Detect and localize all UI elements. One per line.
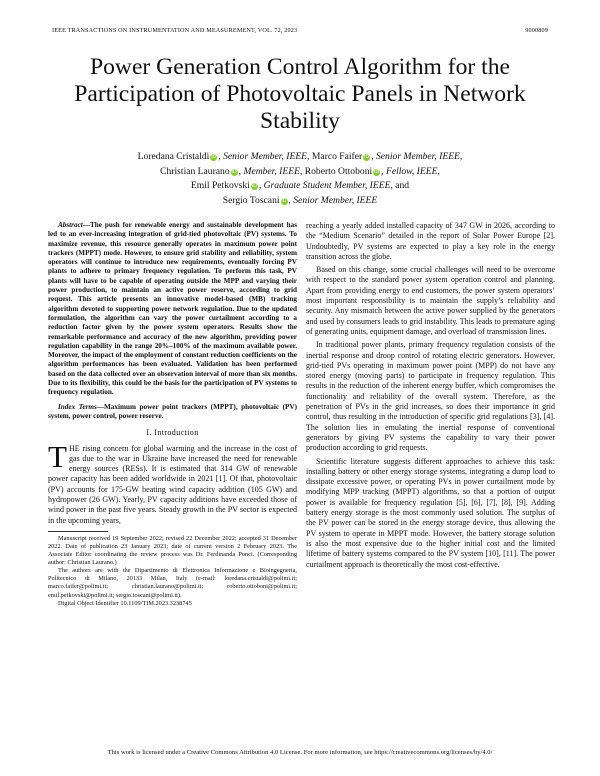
- orcid-icon[interactable]: iD: [251, 183, 257, 189]
- orcid-icon[interactable]: iD: [281, 197, 287, 204]
- paper-title: Power Generation Control Algorithm for the Participation of Photovoltaic Panels in Network Stability: [74, 54, 526, 134]
- orcid-icon[interactable]: iD: [374, 168, 380, 175]
- abstract: [48, 221, 297, 398]
- orcid-icon[interactable]: iD: [231, 168, 237, 175]
- author-line-1: Loredana Cristaldi iD , Senior Member, IEEE, Marco Faifer iD , Senior Member, IEEE,: [137, 151, 463, 162]
- right-column: [306, 221, 555, 570]
- paragraph: Based on this change, some crucial challenges will need to be overcome with respect to the standard power system operation control and planning. Apart from providing energy to end customers, the power system operators’ most important responsibility is to maintain the supply’s reliability and security. Any mismatch between the active power supplied by the generators and used by consumers leads to grid instability. This leads to premature aging of generating units, equipment damage, and overload of transmission lines.: [306, 265, 555, 336]
- article-number: 9000809: [525, 27, 548, 34]
- author-line-2: Christian Laurano iD , Member, IEEE, Roberto Ottoboni iD , Fellow, IEEE,: [160, 165, 440, 177]
- orcid-icon[interactable]: iD: [211, 154, 217, 160]
- index-terms-label: Index Terms—: [58, 402, 105, 411]
- orcid-icon[interactable]: iD: [364, 154, 370, 160]
- intro-text: HE rising concern for global warming and the increase in the cost of gas due to the war in Ukraine have increased the need for renewable energy sources (RESs). It is estimated that 314 GW of renewable power capacity has been added worldwide in 2021 [1]. Of that, photovoltaic (PV) accounts for 175-GW beating wind capacity addition (105 GW) and hydropower (26 GW). Yearly, PV capacity additions have exceeded those of wind power in the past five years. Steady growth in the PV sector is expected in the upcoming years,: [48, 443, 297, 525]
- index-terms-text: Maximum power point trackers (MPPT), photovoltaic (PV) system, power control, power reserve.: [48, 402, 297, 420]
- paragraph: reaching a yearly added installed capacity of 347 GW in 2026, according to the “Medium Scenario” detailed in the report of Solar Power Europe [2]. Undoubtedly, PV systems are expected to play a key role in the energy transition across the globe.: [306, 221, 555, 261]
- author-line-3: Emil Petkovski iD , Graduate Student Member, IEEE, and: [190, 180, 410, 191]
- footnote-rule: [48, 531, 108, 532]
- intro-paragraph: [48, 438, 297, 526]
- footnote-affiliation: The authors are with the Dipartimento di Elettronica Informazione e Bioingegneria, Politecnico di Milano, 20133 Milan, Italy (e-mail: loredana.cristaldi@polimi.it; marco.faifer@polimi.it; christian.laurano@polimi.it; roberto.ottoboni@polimi.it; emil.petkovski@polimi.it; sergio.toscani@polimi.it).: [48, 567, 297, 599]
- drop-cap: T: [48, 438, 67, 474]
- author-line-4: Sergio Toscani iD , Senior Member, IEEE: [222, 194, 378, 206]
- paragraph: Scientific literature suggests different approaches to achieve this task: installing battery or other energy storage systems, integrating a dump load to dissipate excessive power, or operating PVs in power curtailment mode by modifying MPP tracking (MPPT) algorithms, so that a portion of output power is available for frequency regulation [5], [6], [7], [8], [9]. Adding battery energy storage is the most commonly used solution. The surplus of the PV power can be stored in the energy storage device, thus allowing the PV system to operate in MPPT mode. However, the battery storage solution is also the most expensive due to the higher initial cost and the limited lifetime of battery systems compared to the PV system [10], [11]. The power curtailment approach is theoretically the most cost-effective.: [306, 456, 555, 569]
- author-block: [60, 150, 540, 208]
- abstract-text: The push for renewable energy and sustainable development has led to an ever-increasing integration of grid-tied photovoltaic (PV) systems. To maximize revenue, this resource generally operates in maximum power point trackers (MPPT) mode. However, to ensure grid stability and reliability, system operators will continue to introduce new requirements, eventually forcing PV plants to adhere to primary frequency regulation. To perform this task, PV plants will have to be capable of operating outside the MPP and varying their power production, to maintain an active power reserve, according to grid request. This article presents an innovative model-based (MB) tracking algorithm devoted to supporting power network regulation. Due to the updated formulation, the algorithm can vary the power curtailment according to a reduction factor given by the power system operators. Results show the remarkable performance and accuracy of the new algorithm, providing power regulation capability in the range 20%–100% of the maximum available power. Moreover, the impact of the employment of constant reduction coefficients on the algorithm performances has been evaluated. Validation has been performed based on the data collected over an observation interval of more than six months. Due to its flexibility, this could be the basis for the participation of PV systems to frequency regulation.: [48, 221, 297, 397]
- footnote-doi: Digital Object Identifier 10.1109/TIM.2023.3238745: [58, 599, 192, 607]
- paragraph: In traditional power plants, primary frequency regulation consists of the inertial response and droop control of rotating electric generators. However, grid-tied PVs operating in maximum power point (MPP) do not have any stored energy (moving parts) to participate in frequency regulation. This results in the reduction of the inherent energy buffer, which compromises the functionality and reliability of the overall system. Therefore, as the penetration of PVs in the grid increases, so does their importance in grid control, thus resulting in the introduction of specific grid regulations [3], [4]. The solution lies in emulating the inertial response of conventional generators by giving PV systems the capability to vary their power production according to grid requests.: [306, 340, 555, 453]
- index-terms: [48, 403, 297, 422]
- running-header: [52, 27, 548, 34]
- section-heading: I. Introduction: [146, 428, 199, 438]
- abstract-label: Abstract—: [58, 221, 90, 229]
- license-footer: This work is licensed under a Creative Commons Attribution 4.0 License. For more information, see https://creativecommons.org/licenses/by/4.0/: [107, 749, 493, 756]
- left-column: [48, 221, 297, 608]
- footnote-manuscript: Manuscript received 19 September 2022; revised 22 December 2022; accepted 31 December 2022. Date of publication 23 January 2023; date of current version 2 February 2023. The Associate Editor coordinating the review process was Dr. Ferdinanda Ponci. (Corresponding author: Christian Laurano.): [48, 534, 297, 567]
- journal-name: IEEE TRANSACTIONS ON INSTRUMENTATION AND MEASUREMENT, VOL. 72, 2023: [52, 27, 298, 34]
